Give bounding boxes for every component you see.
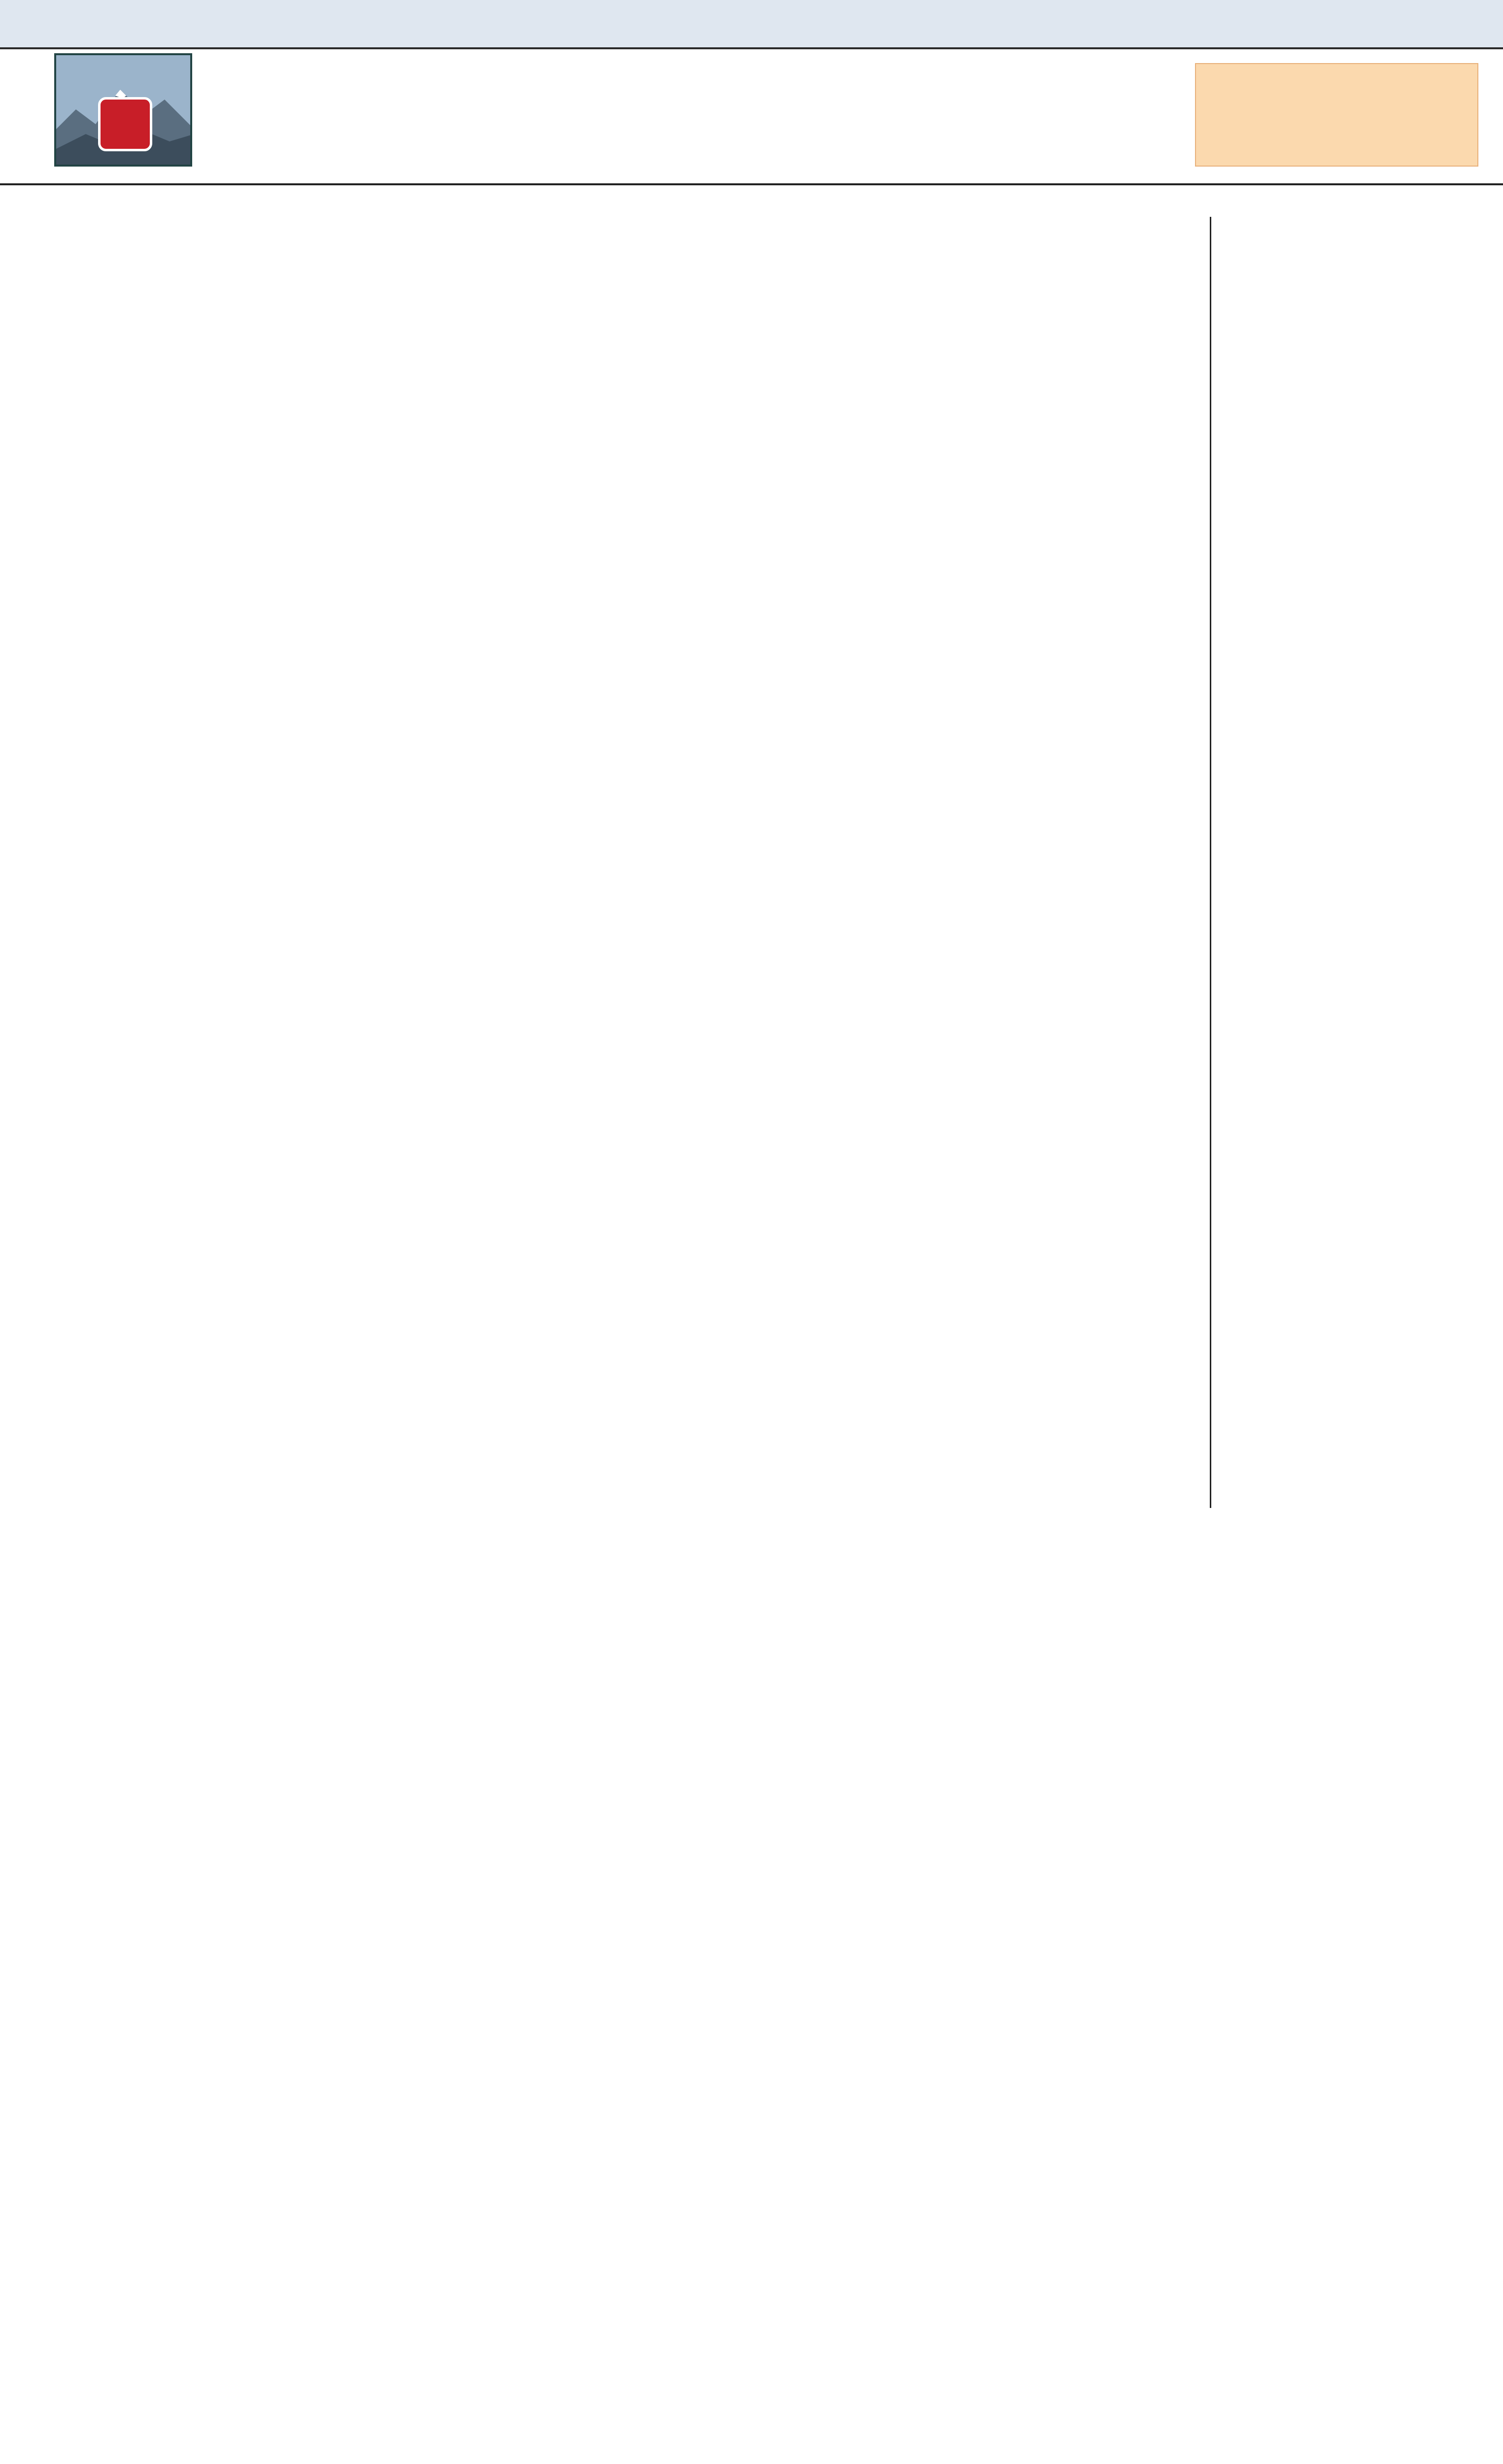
section-badge [54,53,192,167]
top-bar [0,0,1503,49]
column-divider [1210,217,1211,1508]
section-teaser [1195,63,1478,167]
rhody-column-1 [11,436,303,444]
masthead-rule [0,183,1503,185]
section-letter [98,97,152,151]
